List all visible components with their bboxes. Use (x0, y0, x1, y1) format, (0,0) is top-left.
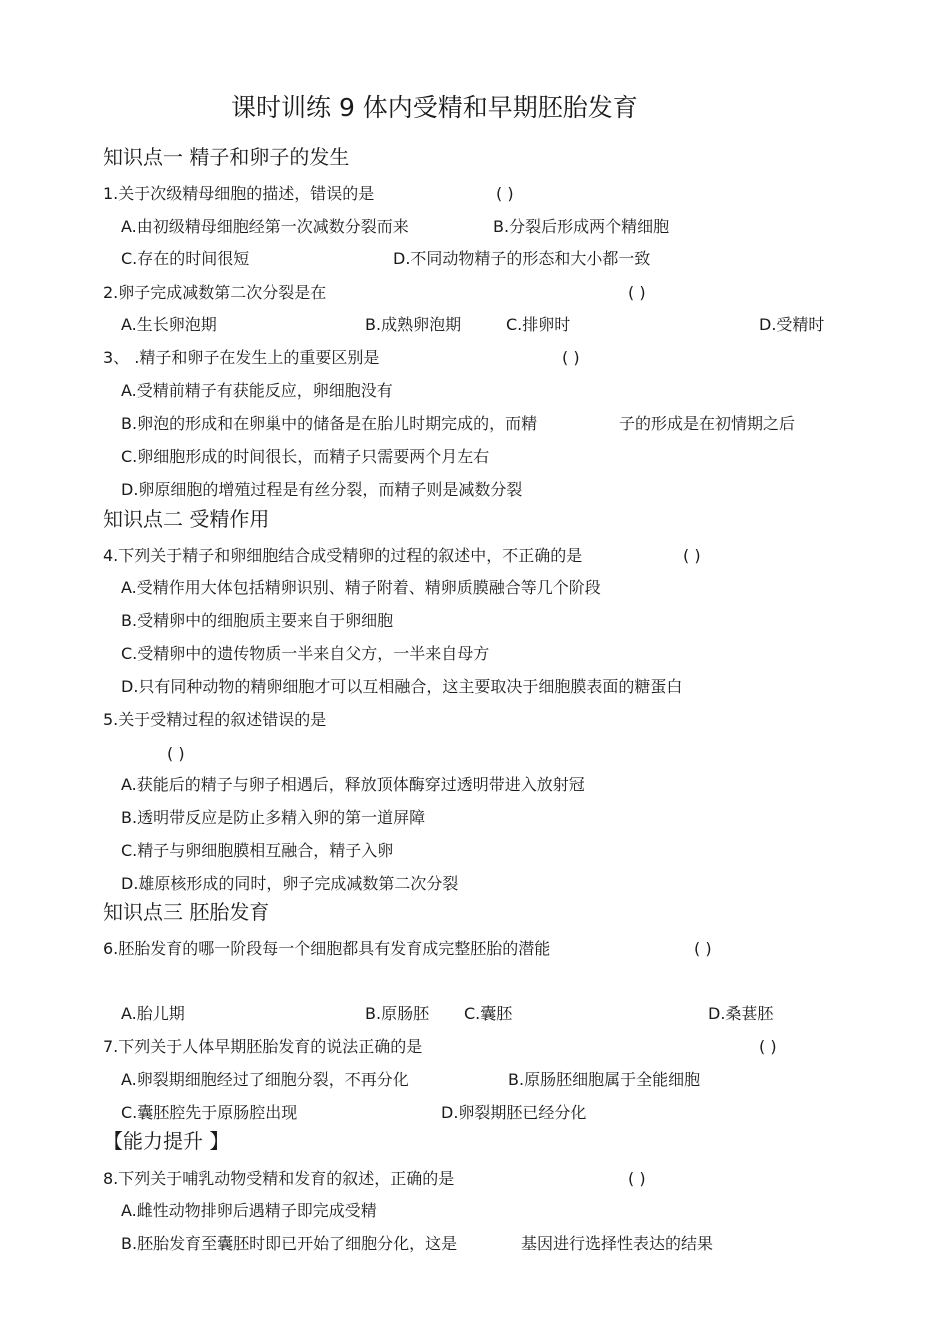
answer-paren: ( ) (496, 184, 514, 203)
option-a: A.卵裂期细胞经过了细胞分裂，不再分化 (121, 1070, 409, 1089)
question-stem: 7.下列关于人体早期胚胎发育的说法正确的是 (103, 1037, 423, 1056)
option-c: C.囊胚 (464, 1004, 513, 1023)
answer-paren: ( ) (628, 283, 646, 302)
option-a: A.由初级精母细胞经第一次减数分裂而来 (121, 217, 409, 236)
option-a: A.受精作用大体包括精卵识别、精子附着、精卵质膜融合等几个阶段 (121, 578, 601, 597)
option-b: B.胚胎发育至囊胚时即已开始了细胞分化，这是 (121, 1234, 458, 1253)
question-stem: 6.胚胎发育的哪一阶段每一个细胞都具有发育成完整胚胎的潜能 (103, 939, 551, 958)
option-b-continued: 基因进行选择性表达的结果 (521, 1234, 714, 1253)
option-d: D.受精时 (759, 315, 825, 334)
option-a: A.受精前精子有获能反应，卵细胞没有 (121, 381, 393, 400)
answer-paren: ( ) (562, 348, 580, 367)
question-stem: 4.下列关于精子和卵细胞结合成受精卵的过程的叙述中，不正确的是 (103, 546, 583, 565)
option-c: C.排卵时 (506, 315, 571, 334)
option-c: C.囊胚腔先于原肠腔出现 (121, 1103, 298, 1122)
option-d: D.卵裂期胚已经分化 (441, 1103, 587, 1122)
option-b: B.透明带反应是防止多精入卵的第一道屏障 (121, 808, 426, 827)
question-stem: 3、 .精子和卵子在发生上的重要区别是 (103, 348, 380, 367)
question-stem: 1.关于次级精母细胞的描述，错误的是 (103, 184, 375, 203)
option-d: D.不同动物精子的形态和大小都一致 (393, 249, 651, 268)
page-title: 课时训练 9 体内受精和早期胚胎发育 (231, 93, 638, 122)
option-b: B.受精卵中的细胞质主要来自于卵细胞 (121, 611, 394, 630)
option-b: B.原肠胚 (365, 1004, 430, 1023)
answer-paren: ( ) (683, 546, 701, 565)
option-b: B.原肠胚细胞属于全能细胞 (508, 1070, 701, 1089)
section-heading-3: 知识点三 胚胎发育 (103, 900, 270, 924)
option-b: B.分裂后形成两个精细胞 (493, 217, 670, 236)
answer-paren: ( ) (694, 939, 712, 958)
option-d: D.卵原细胞的增殖过程是有丝分裂，而精子则是减数分裂 (121, 480, 523, 499)
option-b-continued: 子的形成是在初情期之后 (619, 414, 796, 433)
section-heading-2: 知识点二 受精作用 (103, 507, 270, 531)
answer-paren: ( ) (167, 744, 185, 763)
option-d: D.只有同种动物的精卵细胞才可以互相融合，这主要取决于细胞膜表面的糖蛋白 (121, 677, 683, 696)
option-a: A.胎儿期 (121, 1004, 185, 1023)
question-stem: 5.关于受精过程的叙述错误的是 (103, 710, 327, 729)
option-a: A.生长卵泡期 (121, 315, 217, 334)
section-heading-4: 【能力提升 】 (103, 1129, 230, 1153)
option-b: B.成熟卵泡期 (365, 315, 462, 334)
option-d: D.雄原核形成的同时，卵子完成减数第二次分裂 (121, 874, 459, 893)
question-stem: 8.下列关于哺乳动物受精和发育的叙述，正确的是 (103, 1169, 455, 1188)
option-b: B.卵泡的形成和在卵巢中的储备是在胎儿时期完成的，而精 (121, 414, 538, 433)
question-stem: 2.卵子完成减数第二次分裂是在 (103, 283, 327, 302)
option-a: A.雌性动物排卵后遇精子即完成受精 (121, 1201, 377, 1220)
option-d: D.桑葚胚 (708, 1004, 774, 1023)
option-c: C.受精卵中的遗传物质一半来自父方，一半来自母方 (121, 644, 490, 663)
option-c: C.精子与卵细胞膜相互融合，精子入卵 (121, 841, 394, 860)
option-c: C.存在的时间很短 (121, 249, 250, 268)
answer-paren: ( ) (759, 1037, 777, 1056)
section-heading-1: 知识点一 精子和卵子的发生 (103, 145, 350, 169)
option-c: C.卵细胞形成的时间很长，而精子只需要两个月左右 (121, 447, 490, 466)
option-a: A.获能后的精子与卵子相遇后，释放顶体酶穿过透明带进入放射冠 (121, 775, 585, 794)
answer-paren: ( ) (628, 1169, 646, 1188)
